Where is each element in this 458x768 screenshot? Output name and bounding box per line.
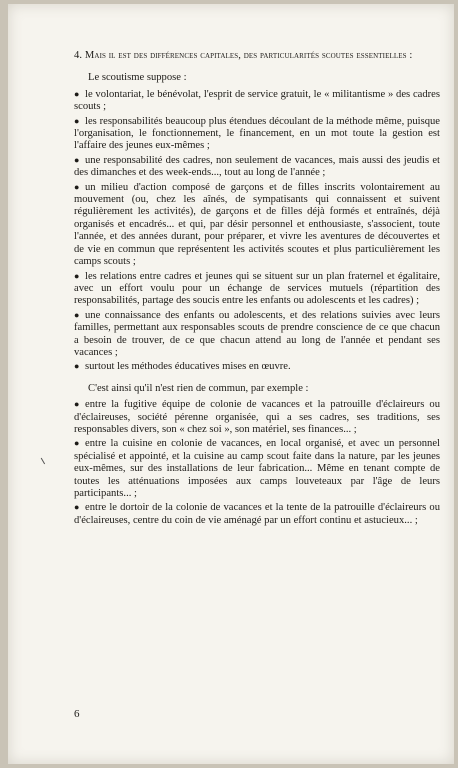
list-item-text: surtout les méthodes éducatives mises en œuvre. — [85, 361, 291, 373]
bullet-icon: ● — [74, 309, 80, 320]
bullet-icon: ● — [74, 438, 80, 449]
list-item — [74, 115, 440, 153]
list-item — [74, 360, 440, 373]
list-item — [74, 309, 440, 360]
list-item — [74, 154, 440, 180]
section-heading-text: Mais il est des différences capitales, des particularités scoutes essentielles : — [84, 50, 413, 61]
example-intro-paragraph: C'est ainsi qu'il n'est rien de commun, par exemple : — [88, 382, 309, 394]
stray-pen-mark — [41, 455, 51, 465]
list-item-text: le volontariat, le bénévolat, l'esprit de service gratuit, le « militantisme » des cadres scouts ; — [74, 88, 440, 113]
section-heading — [74, 50, 440, 62]
list-item-text: entre la fugitive équipe de colonie de vacances et la patrouille d'éclaireurs ou d'éclaireuses, société pérenne organisée, qui a ses cadres, ses traditions, ses responsables divers, son « chez soi », son matériel, ses finances... ; — [74, 399, 440, 435]
list-item — [74, 88, 440, 114]
list-item-text: entre la cuisine en colonie de vacances, en local organisé, et avec un personnel spécialisé et appointé, et la cuisine au camp scout faite dans la nature, par les jeunes eux-mêmes, sur des installations de leur fabrication... Même en tenant compte de toutes les atténuations imposées aux camps louveteaux par l'âge de leurs participants... ; — [74, 438, 440, 499]
book-page — [8, 4, 454, 764]
list-item-text: entre le dortoir de la colonie de vacances et la tente de la patrouille d'éclaireurs ou d'éclaireuses, centre du coin de vie aménagé par un effort continu et astucieux... ; — [74, 502, 440, 526]
page-number: 6 — [74, 708, 80, 720]
bullet-list-scoutisme — [74, 88, 440, 374]
list-item-text: une responsabilité des cadres, non seulement de vacances, mais aussi des jeudis et des dimanches et des week-ends..., tout au long de l'année ; — [74, 154, 440, 179]
list-item — [74, 398, 440, 436]
list-item — [74, 270, 440, 308]
page-content — [74, 50, 440, 528]
bullet-list-examples — [74, 398, 440, 527]
list-item — [74, 437, 440, 500]
intro-paragraph: Le scoutisme suppose : — [88, 72, 187, 84]
section-number: 4. — [74, 50, 83, 61]
bullet-icon: ● — [74, 399, 80, 410]
bullet-icon: ● — [74, 502, 80, 513]
bullet-icon: ● — [74, 88, 80, 99]
bullet-icon: ● — [74, 181, 80, 192]
list-item-text: les responsabilités beaucoup plus étendues découlant de la méthode même, puisque l'organisation, le fonctionnement, le financement, en un mot toute la gestion est l'affaire des jeunes eux-mêmes ; — [74, 115, 440, 152]
list-item-text: les relations entre cadres et jeunes qui se situent sur un plan fraternel et égalitaire, avec un effort voulu pour un échange de services mutuels (répartition des responsabilités, partage des soucis entre les enfants ou adolescents et les cadres) ; — [74, 270, 440, 307]
list-item — [74, 501, 440, 527]
list-item — [74, 181, 440, 269]
bullet-icon: ● — [74, 270, 80, 281]
bullet-icon: ● — [74, 115, 80, 126]
bullet-icon: ● — [74, 154, 80, 165]
list-item-text: un milieu d'action composé de garçons et de filles inscrits volontairement au mouvement (ou, chez les aînés, de sympatisants qui connaissent et suivent régulièrement les activités), de garçons et de filles déjà formés et entraînés, déjà organisés et encadrés... et qui, par désir personnel et enthousiaste, s'associent, toute l'année, et des années durant, pour préparer, et vivre les aventures de découvertes et de vie en commun que représentent les activités scoutes et plus particulièrement les camps scouts ; — [74, 181, 440, 268]
bullet-icon: ● — [74, 361, 80, 372]
list-item-text: une connaissance des enfants ou adolescents, et des relations suivies avec leurs familles, permettant aux responsables scouts de prendre conscience de ce que chacun a besoin de trouver, de ce que chacun attend au long de l'année et pendant ses vacances ; — [74, 309, 440, 358]
